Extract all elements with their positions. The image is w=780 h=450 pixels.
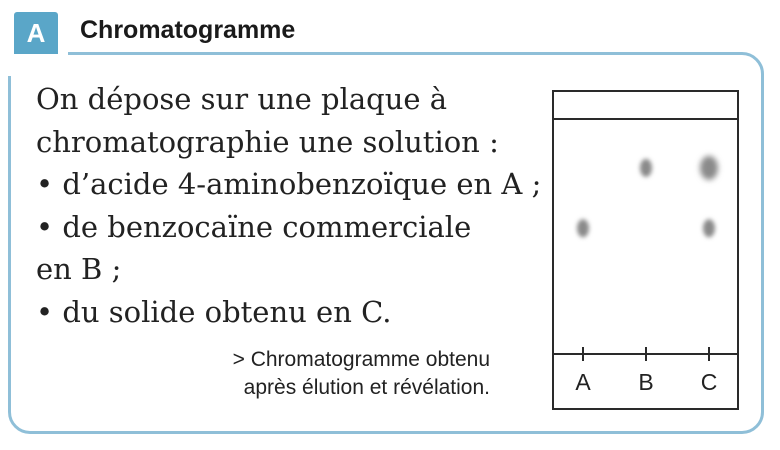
spot-c-2 xyxy=(700,156,718,180)
plate-diagram xyxy=(552,90,740,412)
plate-outline xyxy=(553,91,738,409)
text-line: chromatographie une solution : xyxy=(36,124,499,159)
lane-label-b: B xyxy=(638,369,654,395)
bullet-item-a: • d’acide 4-aminobenzoïque en A ; xyxy=(36,167,542,201)
lane-label-c: C xyxy=(700,369,718,395)
spot-c-3 xyxy=(703,219,715,237)
description-text xyxy=(36,78,542,333)
figure-caption xyxy=(160,346,490,402)
spot-b-1 xyxy=(640,159,652,177)
bullet-item-b-continued: en B ; xyxy=(36,252,122,286)
bullet-item-c: • du solide obtenu en C. xyxy=(36,294,392,329)
section-badge: A xyxy=(14,12,58,54)
section-title: Chromatogramme xyxy=(80,16,296,44)
chromatography-plate xyxy=(552,90,740,417)
bullet-item-b: • de benzocaïne commerciale xyxy=(36,209,472,244)
caption-line-1: > Chromatogramme obtenu xyxy=(232,348,490,371)
text-line: On dépose sur une plaque à xyxy=(36,82,448,116)
caption-line-2: après élution et révélation. xyxy=(243,376,490,399)
lane-label-a: A xyxy=(575,369,591,395)
card-notch xyxy=(8,52,68,76)
spot-a-0 xyxy=(577,219,589,237)
